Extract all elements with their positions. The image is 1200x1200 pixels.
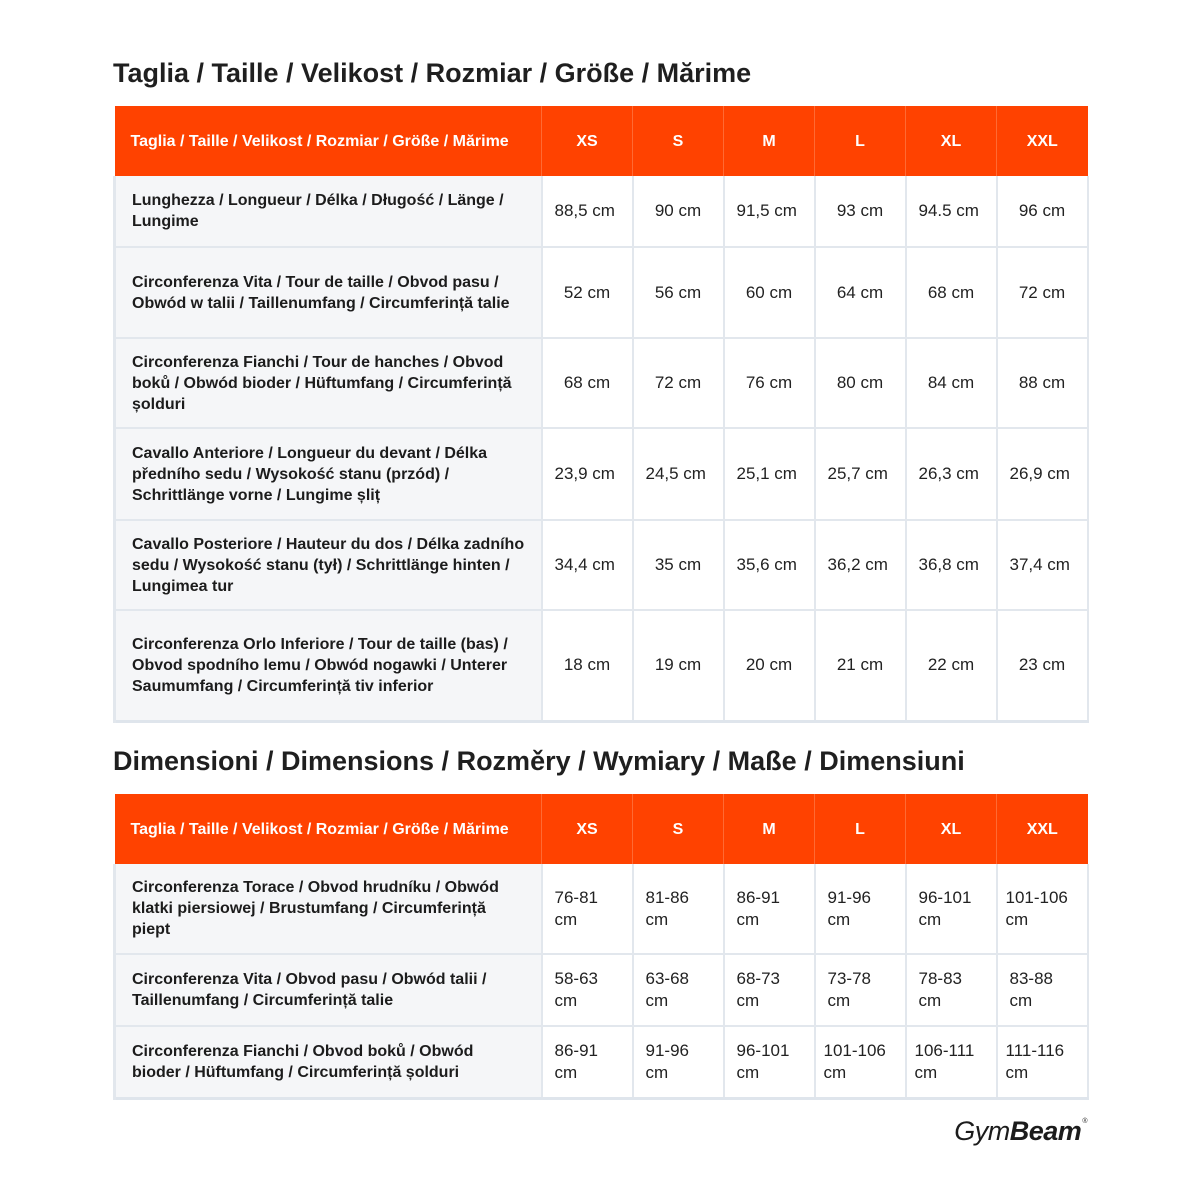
table-row — [115, 610, 1088, 721]
header-size-m: M — [724, 106, 815, 176]
table-cell: 88 cm — [997, 338, 1088, 428]
table-cell: 106-111 cm — [906, 1026, 997, 1098]
table-cell: 86-91 cm — [724, 864, 815, 954]
table-cell: 91-96 cm — [633, 1026, 724, 1098]
row-label-waist: Circonferenza Vita / Tour de taille / Obvod pasu / Obwód w talii / Taillenumfang / Circumferință talie — [115, 247, 542, 338]
dimensions-title: Dimensioni / Dimensions / Rozměry / Wymiary / Maße / Dimensiuni — [113, 746, 965, 776]
table-cell: 84 cm — [906, 338, 997, 428]
table-cell: 81-86 cm — [633, 864, 724, 954]
table-row — [115, 247, 1088, 338]
header-size-xs: XS — [542, 794, 633, 864]
table-cell: 25,7 cm — [815, 428, 906, 520]
table-row — [115, 520, 1088, 610]
table-cell: 68 cm — [542, 338, 633, 428]
table-cell: 35,6 cm — [724, 520, 815, 610]
table-cell: 96-101 cm — [724, 1026, 815, 1098]
table-row — [115, 428, 1088, 520]
header-size-m: M — [724, 794, 815, 864]
dimensions-table — [113, 794, 1089, 1100]
table-cell: 91-96 cm — [815, 864, 906, 954]
size-chart-title: Taglia / Taille / Velikost / Rozmiar / Größe / Mărime — [113, 58, 752, 88]
table-header-row — [115, 794, 1088, 864]
table-cell: 93 cm — [815, 176, 906, 247]
table-row — [115, 864, 1088, 954]
table-cell: 34,4 cm — [542, 520, 633, 610]
row-label-back-rise: Cavallo Posteriore / Hauteur du dos / Délka zadního sedu / Wysokość stanu (tył) / Schrittlänge hinten / Lungimea tur — [115, 520, 542, 610]
table-cell: 88,5 cm — [542, 176, 633, 247]
header-size-xl: XL — [906, 794, 997, 864]
table-cell: 72 cm — [997, 247, 1088, 338]
table-cell: 68-73 cm — [724, 954, 815, 1026]
table-cell: 37,4 cm — [997, 520, 1088, 610]
table-cell: 26,3 cm — [906, 428, 997, 520]
table-cell: 22 cm — [906, 610, 997, 721]
table-cell: 101-106 cm — [997, 864, 1088, 954]
header-size-xxl: XXL — [997, 106, 1088, 176]
row-label-front-rise: Cavallo Anteriore / Longueur du devant / Délka předního sedu / Wysokość stanu (przód) / Schrittlänge vorne / Lungime șliț — [115, 428, 542, 520]
table-cell: 76 cm — [724, 338, 815, 428]
row-label-hem: Circonferenza Orlo Inferiore / Tour de taille (bas) / Obvod spodního lemu / Obwód nogawki / Unterer Saumumfang / Circumferință tiv inferior — [115, 610, 542, 721]
table-row — [115, 338, 1088, 428]
header-size-label: Taglia / Taille / Velikost / Rozmiar / Größe / Mărime — [115, 794, 542, 864]
table-cell: 63-68 cm — [633, 954, 724, 1026]
table-cell: 58-63 cm — [542, 954, 633, 1026]
table-cell: 56 cm — [633, 247, 724, 338]
row-label-hips: Circonferenza Fianchi / Tour de hanches / Obvod boků / Obwód bioder / Hüftumfang / Circumferință șolduri — [115, 338, 542, 428]
header-size-xxl: XXL — [997, 794, 1088, 864]
table-header-row — [115, 106, 1088, 176]
table-cell: 80 cm — [815, 338, 906, 428]
header-size-s: S — [633, 106, 724, 176]
registered-mark: ® — [1082, 1118, 1087, 1125]
header-size-xs: XS — [542, 106, 633, 176]
header-size-l: L — [815, 106, 906, 176]
table-cell: 52 cm — [542, 247, 633, 338]
row-label-hips: Circonferenza Fianchi / Obvod boků / Obwód bioder / Hüftumfang / Circumferință șolduri — [115, 1026, 542, 1098]
size-chart-table — [113, 106, 1089, 723]
header-size-xl: XL — [906, 106, 997, 176]
table-cell: 91,5 cm — [724, 176, 815, 247]
table-cell: 60 cm — [724, 247, 815, 338]
table-cell: 24,5 cm — [633, 428, 724, 520]
table-row — [115, 954, 1088, 1026]
table-cell: 18 cm — [542, 610, 633, 721]
logo-text-bold: Beam — [1009, 1116, 1082, 1146]
table-row — [115, 1026, 1088, 1098]
table-cell: 78-83 cm — [906, 954, 997, 1026]
gymbeam-logo — [954, 1116, 1087, 1147]
header-size-s: S — [633, 794, 724, 864]
header-size-l: L — [815, 794, 906, 864]
table-cell: 94.5 cm — [906, 176, 997, 247]
table-cell: 83-88 cm — [997, 954, 1088, 1026]
row-label-chest: Circonferenza Torace / Obvod hrudníku / Obwód klatki piersiowej / Brustumfang / Circumferință piept — [115, 864, 542, 954]
table-cell: 111-116 cm — [997, 1026, 1088, 1098]
logo-text-light: Gym — [954, 1116, 1010, 1146]
table-cell: 19 cm — [633, 610, 724, 721]
table-cell: 76-81 cm — [542, 864, 633, 954]
table-row — [115, 176, 1088, 247]
table-cell: 35 cm — [633, 520, 724, 610]
table-cell: 73-78 cm — [815, 954, 906, 1026]
table-cell: 96 cm — [997, 176, 1088, 247]
table-cell: 23 cm — [997, 610, 1088, 721]
table-cell: 23,9 cm — [542, 428, 633, 520]
table-cell: 96-101 cm — [906, 864, 997, 954]
row-label-waist: Circonferenza Vita / Obvod pasu / Obwód talii / Taillenumfang / Circumferință talie — [115, 954, 542, 1026]
header-size-label: Taglia / Taille / Velikost / Rozmiar / Größe / Mărime — [115, 106, 542, 176]
table-cell: 25,1 cm — [724, 428, 815, 520]
table-cell: 20 cm — [724, 610, 815, 721]
table-cell: 21 cm — [815, 610, 906, 721]
table-cell: 36,2 cm — [815, 520, 906, 610]
table-cell: 36,8 cm — [906, 520, 997, 610]
table-cell: 68 cm — [906, 247, 997, 338]
table-cell: 86-91 cm — [542, 1026, 633, 1098]
table-cell: 72 cm — [633, 338, 724, 428]
table-cell: 90 cm — [633, 176, 724, 247]
row-label-length: Lunghezza / Longueur / Délka / Długość / Länge / Lungime — [115, 176, 542, 247]
table-cell: 101-106 cm — [815, 1026, 906, 1098]
table-cell: 64 cm — [815, 247, 906, 338]
table-cell: 26,9 cm — [997, 428, 1088, 520]
